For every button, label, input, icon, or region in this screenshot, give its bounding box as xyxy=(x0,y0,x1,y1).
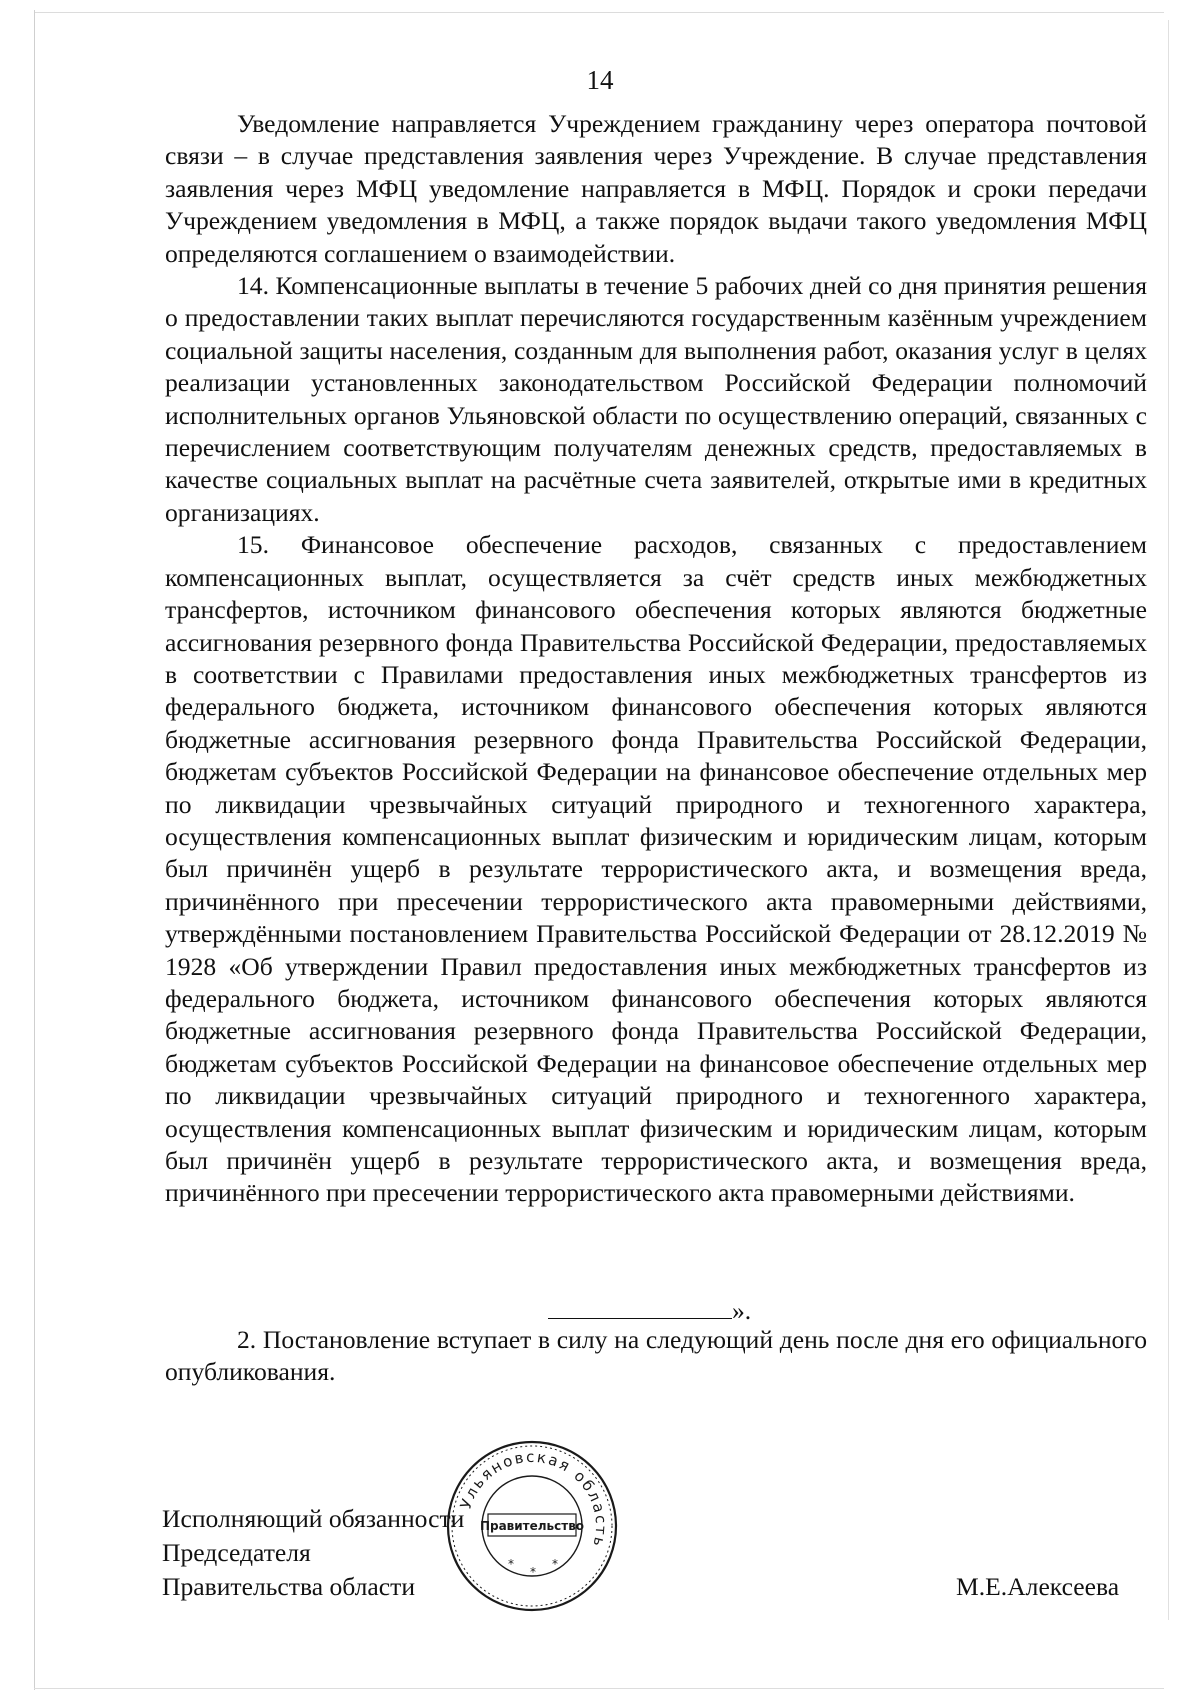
paragraph-15: 15. Финансовое обеспечение расходов, связанных с предоставлением компенсационных выплат, осуществляется за счёт средств иных межбюджетных трансфертов, источником финансового обеспечения которых являются бюджетные ассигнования резервного фонда Правительства Российской Федерации, предоставляемых в соответствии с Правилами предоставления иных межбюджетных трансфертов из федерального бюджета, источником финансового обеспечения которых являются бюджетные ассигнования резервного фонда Правительства Российской Федерации, бюджетам субъектов Российской Федерации на финансовое обеспечение отдельных мер по ликвидации чрезвычайных ситуаций природного и техногенного характера, осуществления компенсационных выплат физическим и юридическим лицам, которым был причинён ущерб в результате террористического акта, и возмещения вреда, причинённого при пресечении террористического акта правомерными действиями, утверждёнными постановлением Правительства Российской Федерации от 28.12.2019 № 1928 «Об утверждении Правил предоставления иных межбюджетных трансфертов из федерального бюджета, источником финансового обеспечения которых являются бюджетные ассигнования резервного фонда Правительства Российской Федерации, бюджетам субъектов Российской Федерации на финансовое обеспечение отдельных мер по ликвидации чрезвычайных ситуаций природного и техногенного характера, осуществления компенсационных выплат физическим и юридическим лицам, которым был причинён ущерб в результате террористического акта, и возмещения вреда, причинённого при пресечении террористического акта правомерными действиями. xyxy=(165,530,1147,1208)
page-number: 14 xyxy=(586,65,614,95)
stamp-center-text: Правительство xyxy=(479,1519,585,1533)
document-body xyxy=(165,108,1147,1210)
signature-title-line-2: Председателя xyxy=(162,1538,311,1567)
official-stamp xyxy=(442,1436,622,1616)
closing-line xyxy=(548,1294,751,1327)
item-2: 2. Постановление вступает в силу на следующий день после дня его официального опубликования. xyxy=(165,1325,1147,1387)
paragraph-notification: Уведомление направляется Учреждением гражданину через оператора почтовой связи – в случае представления заявления через Учреждение. В случае представления заявления через МФЦ уведомление направляется в МФЦ. Порядок и сроки передачи Учреждением уведомления в МФЦ, а также порядок выдачи такого уведомления МФЦ определяются соглашением о взаимодействии. xyxy=(165,109,1147,268)
signature-title-line-3: Правительства области xyxy=(162,1572,416,1601)
scan-edge-right xyxy=(1168,20,1169,1620)
svg-text:*: * xyxy=(552,1557,558,1571)
svg-text:*: * xyxy=(530,1565,536,1579)
closing-quote: ». xyxy=(732,1296,752,1325)
closing-rule xyxy=(548,1294,732,1319)
signer-name: М.Е.Алексеева xyxy=(956,1572,1120,1601)
scan-edge-left xyxy=(34,10,35,1690)
scan-edge-bottom xyxy=(34,1688,1164,1689)
stamp-ring-text: Ульяновская область xyxy=(456,1447,611,1551)
scan-edge-top xyxy=(34,12,1164,13)
paragraph-14: 14. Компенсационные выплаты в течение 5 рабочих дней со дня принятия решения о предоставлении таких выплат перечисляются государственным казённым учреждением социальной защиты населения, созданным для выполнения работ, оказания услуг в целях реализации установленных законодательством Российской Федерации полномочий исполнительных органов Ульяновской области по осуществлению операций, связанных с перечислением соответствующим получателям денежных средств, предоставляемых в качестве социальных выплат на расчётные счета заявителей, открытые ими в кредитных организациях. xyxy=(165,271,1147,527)
signature-title-line-1: Исполняющий обязанности xyxy=(162,1504,465,1533)
signature-title xyxy=(162,1502,464,1604)
svg-text:*: * xyxy=(508,1557,514,1571)
